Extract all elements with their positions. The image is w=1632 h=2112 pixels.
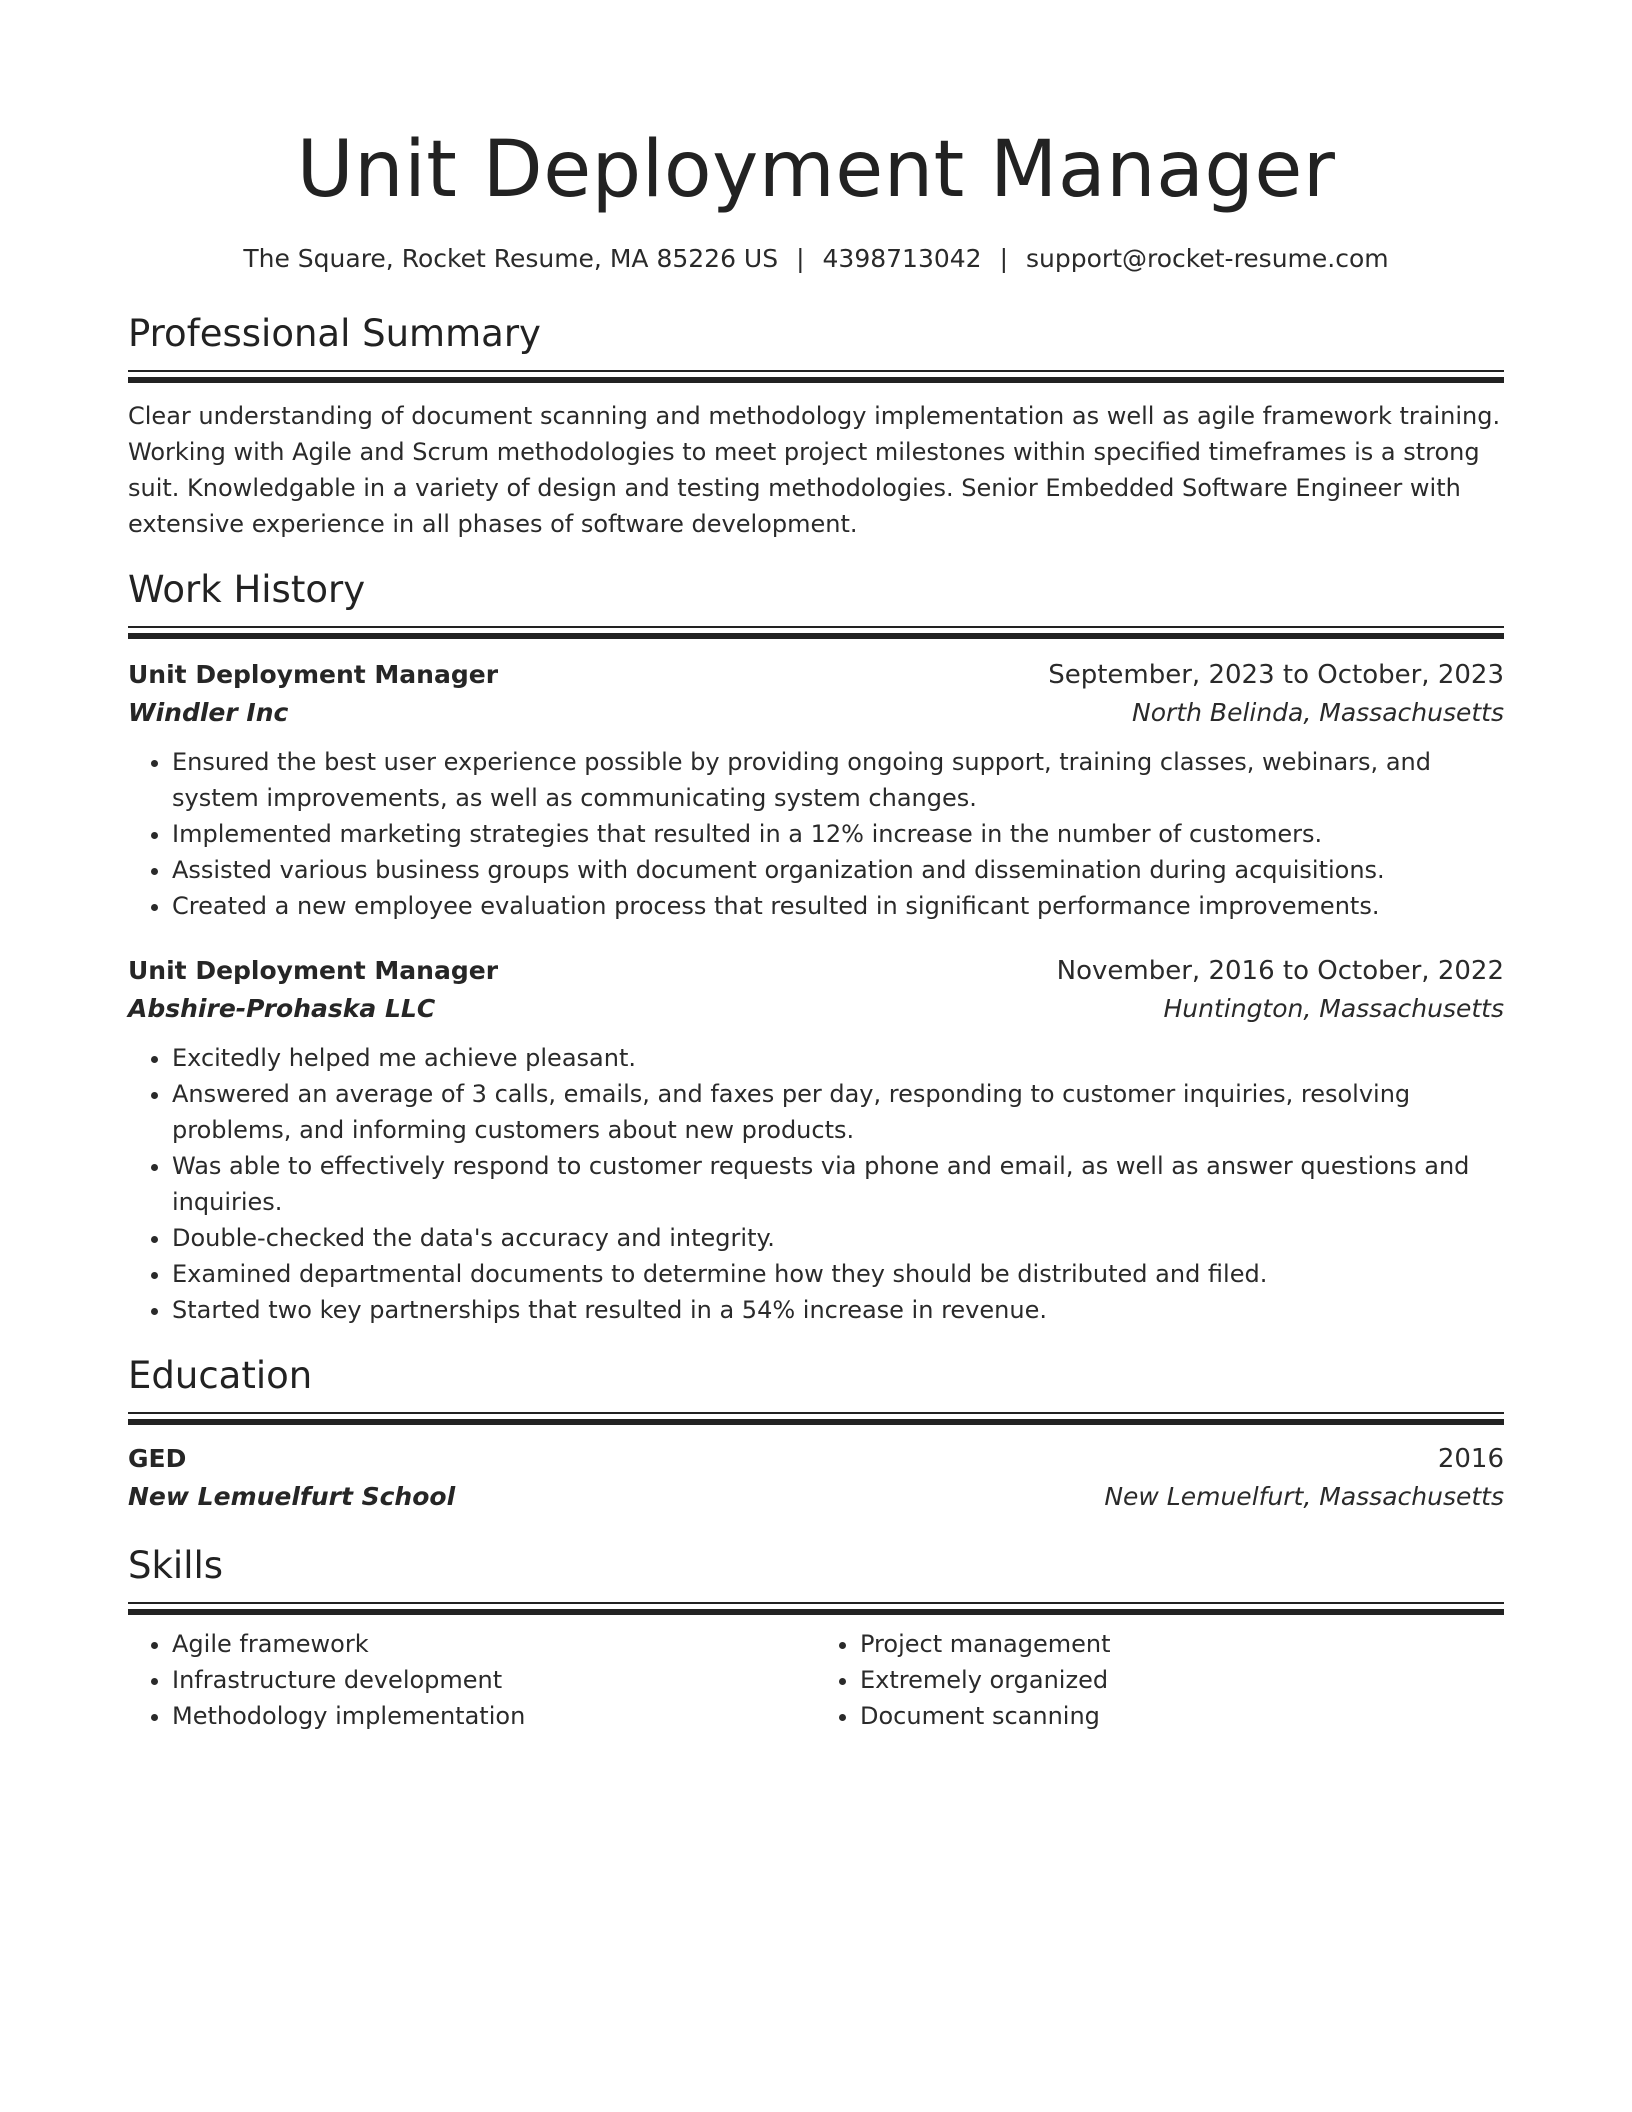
job-bullets [128,1040,1504,1328]
contact-line [128,242,1504,276]
section-heading: Skills [128,1544,224,1587]
section-divider [128,1602,1504,1616]
job-title: Unit Deployment Manager [128,956,499,985]
skills-list [128,1626,1504,1734]
job-location: North Belinda, Massachusetts [1132,698,1504,727]
company-name: Windler Inc [128,698,289,727]
job-dates: September, 2023 to October, 2023 [1048,660,1504,690]
job-entry [128,952,1504,1328]
list-item: • Ensured the best user experience possible by providing ongoing support, training classes, webinars, and system improvements, as well as communicating system changes. [172,744,1504,816]
skill-item: • Infrastructure development [172,1662,816,1698]
skill-item: • Agile framework [172,1626,816,1662]
skill-item: • Project management [860,1626,1504,1662]
job-bullets [128,744,1504,924]
summary-section [128,310,1504,542]
degree-name: GED [128,1444,187,1473]
section-heading: Professional Summary [128,312,541,355]
list-item: • Was able to effectively respond to customer requests via phone and email, as well as answer questions and inquiries. [172,1148,1504,1220]
skill-item: • Document scanning [860,1698,1504,1734]
contact-separator: | [999,244,1009,273]
education-section [128,1352,1504,1516]
skill-item: • Methodology implementation [172,1698,816,1734]
contact-separator: | [796,244,805,273]
list-item: • Examined departmental documents to determine how they should be distributed and filed. [172,1256,1504,1292]
list-item: • Double-checked the data's accuracy and integrity. [172,1220,1504,1256]
school-location: New Lemuelfurt, Massachusetts [1104,1482,1504,1511]
summary-text: Clear understanding of document scanning and methodology implementation as well as agile framework training. Working with Agile and Scrum methodologies to meet project milestones within specified timeframes is a strong suit. Knowledgable in a variety of design and testing methodologies. Senior Embedded Software Engineer with extensive experience in all phases of software development. [128,402,1501,538]
list-item: • Assisted various business groups with document organization and dissemination during acquisitions. [172,852,1504,888]
contact-email: support@rocket-resume.com [1026,244,1389,273]
section-divider [128,626,1504,640]
list-item: • Implemented marketing strategies that resulted in a 12% increase in the number of customers. [172,816,1504,852]
section-heading: Work History [128,568,366,611]
company-name: Abshire-Prohaska LLC [128,994,436,1023]
job-location: Huntington, Massachusetts [1163,994,1504,1023]
resume-title: Unit Deployment Manager [296,125,1336,215]
graduation-year: 2016 [1437,1444,1504,1474]
section-divider [128,370,1504,384]
job-dates: November, 2016 to October, 2022 [1056,956,1504,986]
list-item: • Started two key partnerships that resulted in a 54% increase in revenue. [172,1292,1504,1328]
contact-address: The Square, Rocket Resume, MA 85226 US [243,244,779,273]
skills-section [128,1542,1504,1734]
work-history-section [128,566,1504,1328]
list-item: • Excitedly helped me achieve pleasant. [172,1040,1504,1076]
section-divider [128,1412,1504,1426]
skill-item: • Extremely organized [860,1662,1504,1698]
job-title: Unit Deployment Manager [128,660,499,689]
list-item: • Created a new employee evaluation process that resulted in significant performance improvements. [172,888,1504,924]
section-heading: Education [128,1354,313,1397]
contact-phone: 4398713042 [822,244,982,273]
job-entry [128,656,1504,924]
school-name: New Lemuelfurt School [128,1482,456,1511]
skills-column-right [816,1626,1504,1734]
skills-column-left [128,1626,816,1734]
list-item: • Answered an average of 3 calls, emails, and faxes per day, responding to customer inquiries, resolving problems, and informing customers about new products. [172,1076,1504,1148]
